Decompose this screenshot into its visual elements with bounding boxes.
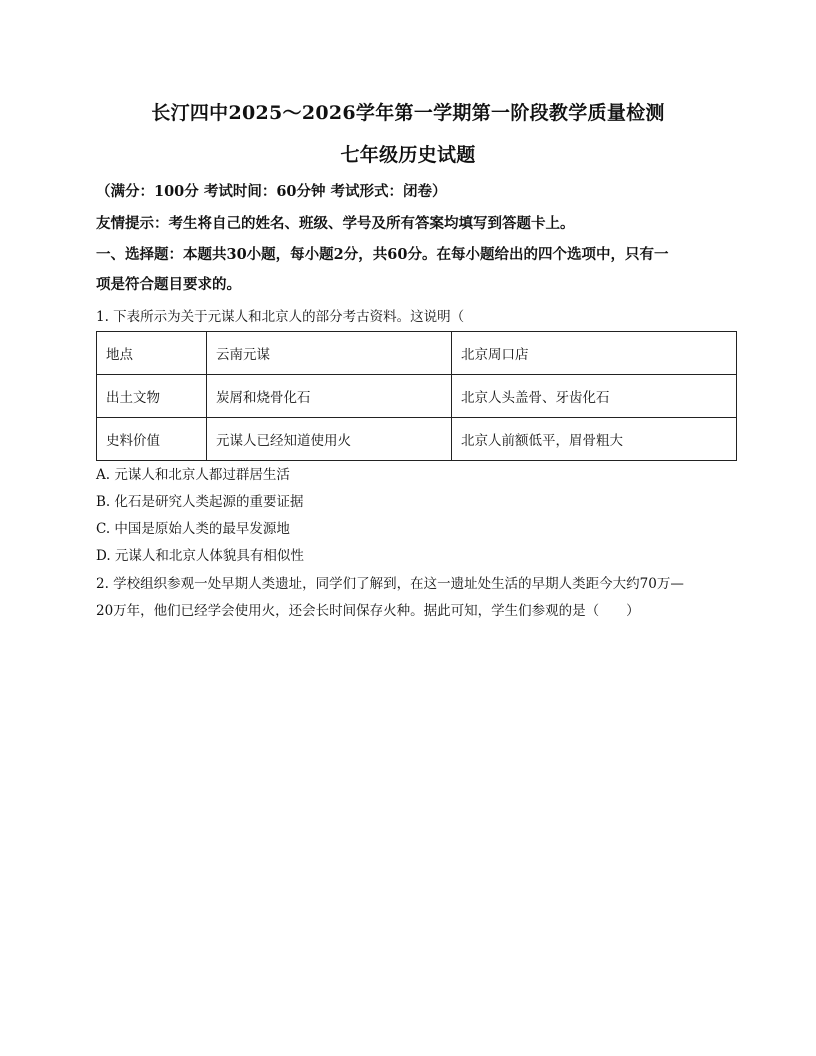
table-cell: 云南元谋: [207, 332, 452, 375]
question-1-option-b: B. 化石是研究人类起源的重要证据: [96, 494, 304, 510]
question-1-option-c: C. 中国是原始人类的最早发源地: [96, 521, 290, 537]
exam-title: 长汀四中2025～2026学年第一学期第一阶段教学质量检测: [151, 102, 665, 124]
question-1-table: [96, 331, 737, 461]
table-row: [97, 375, 737, 418]
question-1-option-d: D. 元谋人和北京人体貌具有相似性: [96, 548, 304, 564]
section-instruction-line1: 一、选择题：本题共30小题，每小题2分，共60分。在每小题给出的四个选项中，只有一: [96, 246, 669, 263]
table-cell: 地点: [97, 332, 207, 375]
table-row: [97, 332, 737, 375]
table-cell: 北京人头盖骨、牙齿化石: [452, 375, 737, 418]
question-2-stem-line1: 2. 学校组织参观一处早期人类遗址，同学们了解到，在这一遗址处生活的早期人类距今大约70万—: [96, 576, 684, 592]
table-cell: 炭屑和烧骨化石: [207, 375, 452, 418]
question-1-option-a: A. 元谋人和北京人都过群居生活: [96, 467, 290, 483]
table-cell: 北京周口店: [452, 332, 737, 375]
section-instruction-line2: 项是符合题目要求的。: [96, 276, 241, 293]
table-cell: 史料价值: [97, 418, 207, 461]
table-cell: 元谋人已经知道使用火: [207, 418, 452, 461]
question-2-stem-line2: 20万年，他们已经学会使用火，还会长时间保存火种。据此可知，学生们参观的是（ ）: [96, 603, 640, 619]
table-cell: 出土文物: [97, 375, 207, 418]
exam-subtitle: 七年级历史试题: [340, 144, 476, 166]
table-cell: 北京人前额低平，眉骨粗大: [452, 418, 737, 461]
exam-tip: 友情提示：考生将自己的姓名、班级、学号及所有答案均填写到答题卡上。: [96, 215, 575, 232]
exam-info: （满分：100分 考试时间：60分钟 考试形式：闭卷）: [96, 183, 447, 200]
table-row: [97, 418, 737, 461]
question-1-stem: 1. 下表所示为关于元谋人和北京人的部分考古资料。这说明（: [96, 309, 465, 325]
